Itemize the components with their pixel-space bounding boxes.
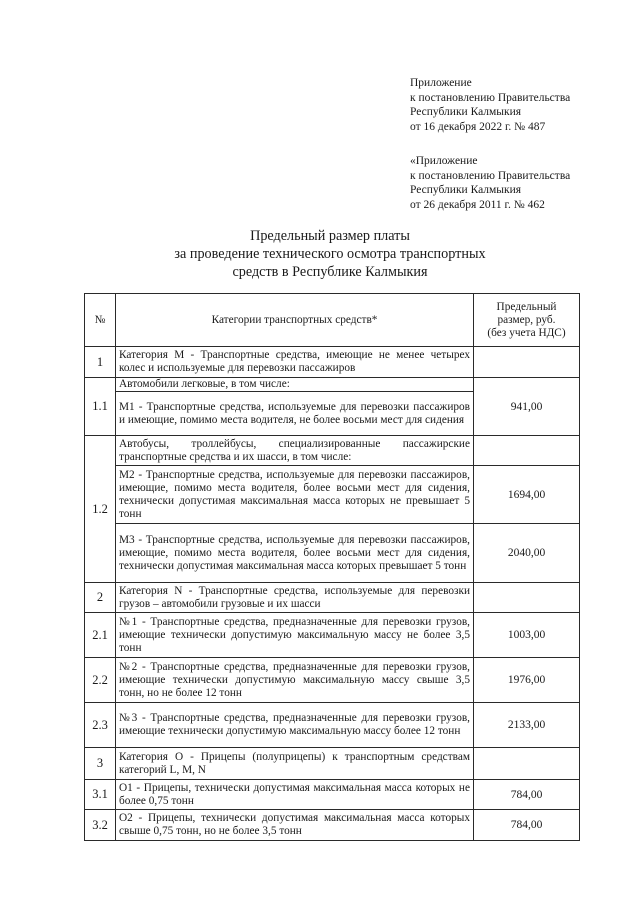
appendix-line: Республики Калмыкия xyxy=(410,106,522,118)
row-price: 1694,00 xyxy=(474,466,580,524)
row-price xyxy=(474,583,580,613)
appendix-line: от 26 декабря 2011 г. № 462 xyxy=(410,198,545,211)
price-header-line: Предельный xyxy=(496,300,557,313)
row-price xyxy=(474,748,580,780)
row-price: 1003,00 xyxy=(474,613,580,658)
row-number: 2.2 xyxy=(85,658,116,703)
price-header-line: (без учета НДС) xyxy=(487,326,566,339)
table-header-row xyxy=(85,294,580,347)
row-number: 2.1 xyxy=(85,613,116,658)
row-description: Категория N - Транспортные средства, используемые для перевозки грузов – автомобили грузовые и их шасси xyxy=(116,583,474,613)
row-price: 941,00 xyxy=(474,378,580,436)
appendix-header xyxy=(410,76,570,134)
table-row xyxy=(85,378,580,392)
row-description: M3 - Транспортные средства, используемые для перевозки пассажиров, имеющие, помимо места водителя, более восьми мест для сидения, технически допустимая максимальная масса которых превышает 5 тонн xyxy=(116,524,474,583)
row-description: M2 - Транспортные средства, используемые для перевозки пассажиров, имеющие, помимо места водителя, более восьми мест для сидения, технически допустимая максимальная масса которых не превышает 5 тонн xyxy=(116,466,474,524)
column-header-number: № xyxy=(85,294,116,347)
table-row xyxy=(85,466,580,524)
row-price: 1976,00 xyxy=(474,658,580,703)
table-row xyxy=(85,347,580,378)
row-description: O2 - Прицепы, технически допустимая максимальная масса которых свыше 0,75 тонн, но не более 3,5 тонн xyxy=(116,810,474,841)
row-price xyxy=(474,347,580,378)
row-number: 3.2 xyxy=(85,810,116,841)
row-description: №2 - Транспортные средства, предназначенные для перевозки грузов, имеющие технически допустимую максимальную массу свыше 3,5 тонн, но не более 12 тонн xyxy=(116,658,474,703)
row-description: O1 - Прицепы, технически допустимая максимальная масса которых не более 0,75 тонн xyxy=(116,780,474,810)
appendix-line: к постановлению Правительства xyxy=(410,91,571,104)
table-row xyxy=(85,613,580,658)
row-price: 2040,00 xyxy=(474,524,580,583)
row-number: 1.1 xyxy=(85,378,116,436)
appendix-line: к постановлению Правительства xyxy=(410,169,571,182)
table-row xyxy=(85,583,580,613)
table-row xyxy=(85,524,580,583)
row-description: Категория O - Прицепы (полуприцепы) к транспортным средствам категорий L, M, N xyxy=(116,748,474,780)
row-description: M1 - Транспортные средства, используемые для перевозки пассажиров и имеющие, помимо места водителя, не более восьми мест для сидения xyxy=(116,392,474,436)
document-title xyxy=(140,227,520,281)
table-row xyxy=(85,810,580,841)
row-number: 1 xyxy=(85,347,116,378)
title-line: средств в Республике Калмыкия xyxy=(232,264,428,280)
row-number: 2.3 xyxy=(85,703,116,748)
appendix-line: Республики Калмыкия xyxy=(410,184,522,196)
table-row xyxy=(85,748,580,780)
row-number: 3.1 xyxy=(85,780,116,810)
table-row xyxy=(85,436,580,466)
row-description: №3 - Транспортные средства, предназначенные для перевозки грузов, имеющие технически допустимую максимальную массу более 12 тонн xyxy=(116,703,474,748)
row-price: 2133,00 xyxy=(474,703,580,748)
appendix-line: Приложение xyxy=(410,77,472,89)
row-description: Категория M - Транспортные средства, имеющие не менее четырех колес и используемые для перевозки пассажиров xyxy=(116,347,474,378)
title-line: Предельный размер платы xyxy=(250,228,410,244)
column-header-price xyxy=(474,294,580,347)
table-row xyxy=(85,780,580,810)
table-row xyxy=(85,703,580,748)
title-line: за проведение технического осмотра транспортных xyxy=(174,246,486,262)
row-price: 784,00 xyxy=(474,810,580,841)
original-appendix-header xyxy=(410,154,570,212)
row-price: 784,00 xyxy=(474,780,580,810)
appendix-line: от 16 декабря 2022 г. № 487 xyxy=(410,120,546,133)
row-subheading: Автобусы, троллейбусы, специализированные пассажирские транспортные средства и их шасси, в том числе: xyxy=(116,436,474,466)
appendix-line: «Приложение xyxy=(410,155,478,167)
row-subheading: Автомобили легковые, в том числе: xyxy=(116,378,474,392)
row-number: 1.2 xyxy=(85,436,116,583)
row-description: №1 - Транспортные средства, предназначенные для перевозки грузов, имеющие технически допустимую максимальную массу не более 3,5 тонн xyxy=(116,613,474,658)
row-number: 3 xyxy=(85,748,116,780)
fee-table xyxy=(84,293,580,841)
price-header-line: размер, руб. xyxy=(497,313,556,326)
row-price xyxy=(474,436,580,466)
row-number: 2 xyxy=(85,583,116,613)
table-row xyxy=(85,658,580,703)
column-header-category: Категории транспортных средств* xyxy=(116,294,474,347)
